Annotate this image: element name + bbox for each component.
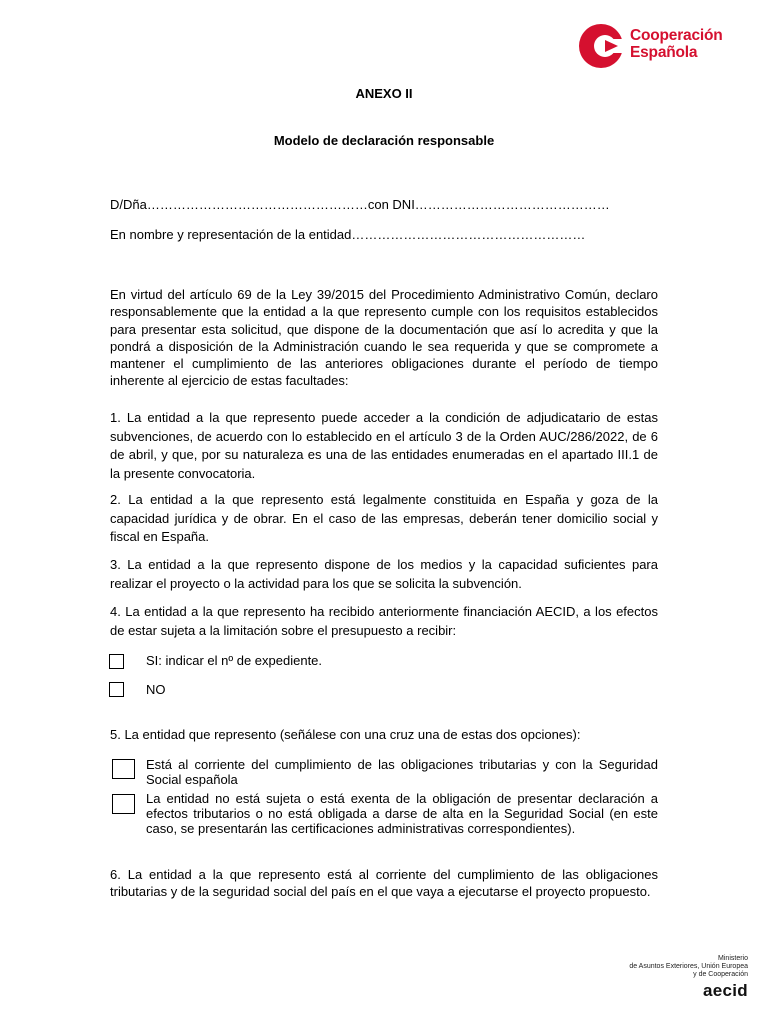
footer-line-2: de Asuntos Exteriores, Unión Europea xyxy=(629,963,748,971)
item-4: 4. La entidad a la que represento ha recibido anteriormente financiación AECID, a los efectos de estar sujeta a la limitación sobre el presupuesto a recibir: xyxy=(110,604,658,638)
logo-line-2: Española xyxy=(630,44,698,61)
checkbox-si[interactable] xyxy=(109,654,124,669)
cooperacion-espanola-logo xyxy=(578,22,748,70)
checkbox-al-corriente[interactable] xyxy=(112,759,135,779)
intro-paragraph: En virtud del artículo 69 de la Ley 39/2015 del Procedimiento Administrativo Común, declaro responsablemente que la entidad a la que represento cumple con los requisitos establecidos para presentar esta solicitud, que dispone de la documentación que así lo acredita y que la pondrá a disposición de la Administración cuando le sea requerida y que se compromete a mantener el cumplimiento de las anteriores obligaciones durante el período de tiempo inherente al ejercicio de estas facultades: xyxy=(110,287,658,389)
name-dni-field[interactable]: D/Dña……………………………………………con DNI……………………………………… xyxy=(110,197,610,212)
checkbox-exenta[interactable] xyxy=(112,794,135,814)
option-exenta-label: La entidad no está sujeta o está exenta de la obligación de presentar declaración a efectos tributarios o no está obligada a darse de alta en la Seguridad Social (en este caso, se presentarán las certificaciones administrativas correspondientes). xyxy=(146,791,658,836)
cooperacion-logo-icon xyxy=(578,22,626,70)
document-subtitle: Modelo de declaración responsable xyxy=(273,133,495,148)
checkbox-no[interactable] xyxy=(109,682,124,697)
document-title: ANEXO II xyxy=(355,86,413,101)
aecid-logo: aecid xyxy=(703,980,748,1000)
item-1: 1. La entidad a la que represento puede acceder a la condición de adjudicatario de estas subvenciones, de acuerdo con lo establecido en el artículo 3 de la Orden AUC/286/2022, de 6 de abril, y que, por su naturaleza es una de las entidades enumeradas en el apartado III.1 de la presente convocatoria. xyxy=(110,410,658,481)
checkbox-no-label: NO xyxy=(146,682,166,697)
entity-field[interactable]: En nombre y representación de la entidad……………………………………………… xyxy=(110,227,586,242)
ministry-footer xyxy=(629,955,748,1000)
checkbox-si-label: SI: indicar el nº de expediente. xyxy=(146,653,323,668)
item-6: 6. La entidad a la que represento está al corriente del cumplimiento de las obligaciones tributarias y de la seguridad social del país en el que vaya a ejecutarse el proyecto propuesto. xyxy=(110,867,658,900)
footer-line-3: y de Cooperación xyxy=(693,971,748,979)
logo-text xyxy=(630,27,723,61)
logo-line-1: Cooperación xyxy=(630,27,723,44)
item-2: 2. La entidad a la que represento está legalmente constituida en España y goza de la capacidad jurídica y de obrar. En el caso de las empresas, deberán tener domicilio social y fiscal en España. xyxy=(110,492,658,544)
footer-line-1: Ministerio xyxy=(718,955,748,962)
item-3: 3. La entidad a la que represento dispone de los medios y la capacidad suficientes para realizar el proyecto o la actividad para los que se solicita la subvención. xyxy=(110,557,658,591)
item-5: 5. La entidad que represento (señálese con una cruz una de estas dos opciones): xyxy=(110,727,581,742)
option-al-corriente-label: Está al corriente del cumplimiento de las obligaciones tributarias y con la Seguridad Social española xyxy=(146,757,658,787)
